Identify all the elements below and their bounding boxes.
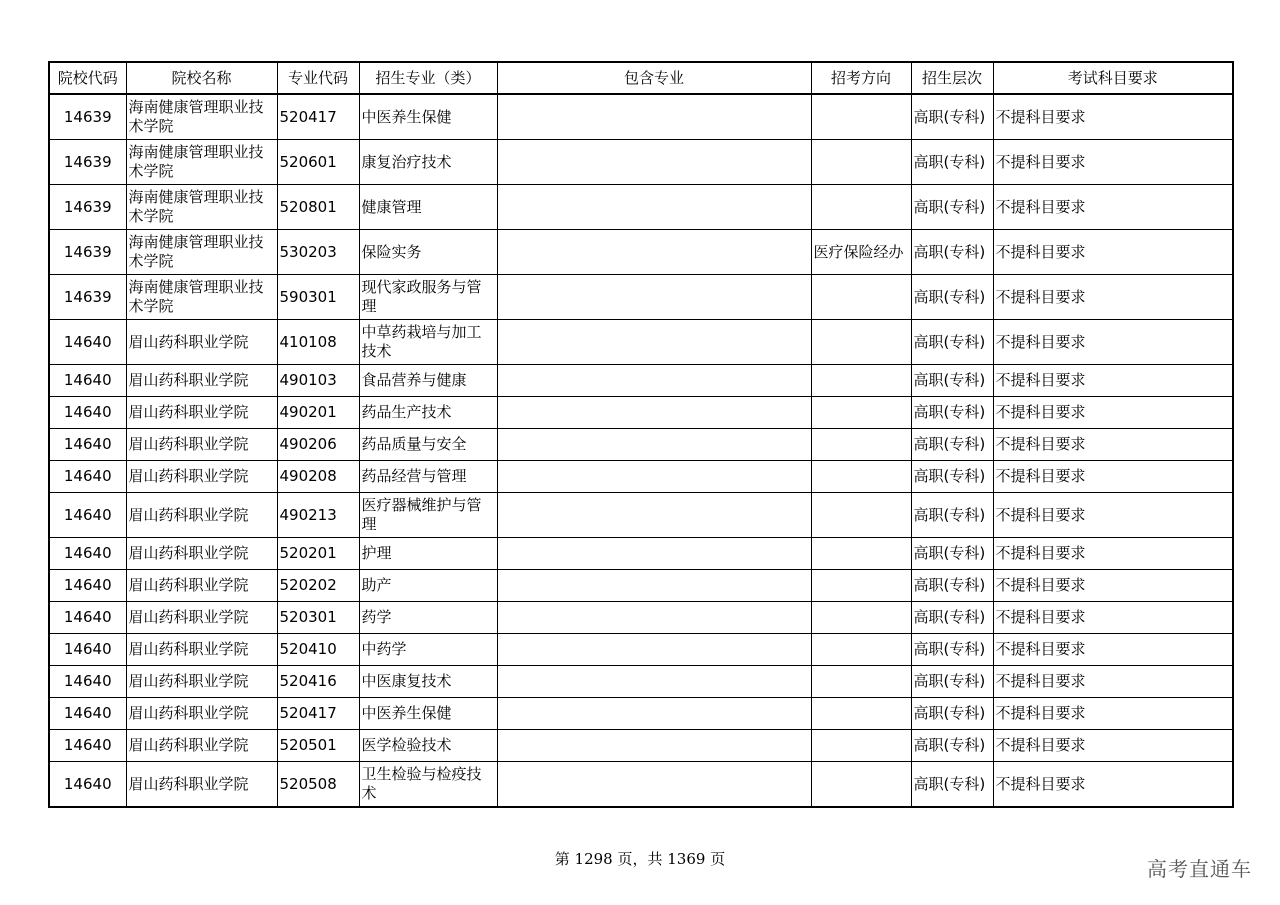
cell-direction [811, 666, 911, 698]
cell-school-name: 眉山药科职业学院 [126, 365, 277, 397]
cell-school-code: 14639 [49, 230, 126, 275]
cell-major: 康复治疗技术 [359, 140, 497, 185]
table-row [49, 698, 1233, 730]
cell-school-name: 眉山药科职业学院 [126, 429, 277, 461]
table-row [49, 730, 1233, 762]
cell-level: 高职(专科) [911, 140, 993, 185]
cell-direction [811, 461, 911, 493]
table-row [49, 538, 1233, 570]
cell-requirement: 不提科目要求 [993, 698, 1233, 730]
cell-direction [811, 570, 911, 602]
header-school-code: 院校代码 [49, 62, 126, 94]
header-direction: 招考方向 [811, 62, 911, 94]
cell-requirement: 不提科目要求 [993, 185, 1233, 230]
cell-school-name: 眉山药科职业学院 [126, 320, 277, 365]
cell-major-code: 530203 [277, 230, 359, 275]
cell-requirement: 不提科目要求 [993, 461, 1233, 493]
cell-requirement: 不提科目要求 [993, 275, 1233, 320]
cell-direction [811, 185, 911, 230]
header-row [49, 62, 1233, 94]
table-row [49, 634, 1233, 666]
cell-school-name: 眉山药科职业学院 [126, 602, 277, 634]
table-row [49, 397, 1233, 429]
cell-school-code: 14639 [49, 275, 126, 320]
header-requirement: 考试科目要求 [993, 62, 1233, 94]
cell-direction [811, 762, 911, 808]
cell-major: 卫生检验与检疫技术 [359, 762, 497, 808]
table-row [49, 185, 1233, 230]
cell-level: 高职(专科) [911, 275, 993, 320]
cell-school-code: 14640 [49, 320, 126, 365]
cell-included-majors [497, 538, 811, 570]
cell-major-code: 520416 [277, 666, 359, 698]
cell-major: 医疗器械维护与管理 [359, 493, 497, 538]
cell-requirement: 不提科目要求 [993, 493, 1233, 538]
cell-requirement: 不提科目要求 [993, 320, 1233, 365]
cell-major-code: 520801 [277, 185, 359, 230]
cell-level: 高职(专科) [911, 94, 993, 140]
cell-major-code: 410108 [277, 320, 359, 365]
cell-school-code: 14640 [49, 493, 126, 538]
cell-school-name: 眉山药科职业学院 [126, 666, 277, 698]
cell-school-code: 14640 [49, 602, 126, 634]
cell-major-code: 520417 [277, 94, 359, 140]
cell-direction [811, 397, 911, 429]
cell-school-name: 海南健康管理职业技术学院 [126, 94, 277, 140]
cell-requirement: 不提科目要求 [993, 634, 1233, 666]
cell-included-majors [497, 762, 811, 808]
admissions-table [48, 61, 1234, 808]
cell-school-name: 眉山药科职业学院 [126, 698, 277, 730]
cell-school-name: 眉山药科职业学院 [126, 730, 277, 762]
cell-school-name: 眉山药科职业学院 [126, 634, 277, 666]
table-row [49, 666, 1233, 698]
cell-school-code: 14639 [49, 94, 126, 140]
cell-requirement: 不提科目要求 [993, 429, 1233, 461]
cell-school-name: 眉山药科职业学院 [126, 570, 277, 602]
cell-included-majors [497, 461, 811, 493]
cell-level: 高职(专科) [911, 185, 993, 230]
cell-major-code: 520501 [277, 730, 359, 762]
cell-included-majors [497, 140, 811, 185]
cell-included-majors [497, 275, 811, 320]
cell-school-name: 眉山药科职业学院 [126, 461, 277, 493]
table-body [49, 94, 1233, 807]
cell-major-code: 520601 [277, 140, 359, 185]
cell-school-name: 眉山药科职业学院 [126, 493, 277, 538]
cell-major: 现代家政服务与管理 [359, 275, 497, 320]
cell-direction [811, 365, 911, 397]
cell-major-code: 490206 [277, 429, 359, 461]
cell-requirement: 不提科目要求 [993, 570, 1233, 602]
cell-level: 高职(专科) [911, 698, 993, 730]
cell-requirement: 不提科目要求 [993, 140, 1233, 185]
cell-direction [811, 275, 911, 320]
cell-requirement: 不提科目要求 [993, 230, 1233, 275]
table-header [49, 62, 1233, 94]
cell-requirement: 不提科目要求 [993, 666, 1233, 698]
table-row [49, 140, 1233, 185]
cell-school-code: 14640 [49, 698, 126, 730]
cell-school-name: 海南健康管理职业技术学院 [126, 275, 277, 320]
cell-included-majors [497, 493, 811, 538]
cell-major: 健康管理 [359, 185, 497, 230]
cell-level: 高职(专科) [911, 666, 993, 698]
cell-requirement: 不提科目要求 [993, 602, 1233, 634]
table-row [49, 94, 1233, 140]
cell-requirement: 不提科目要求 [993, 762, 1233, 808]
cell-requirement: 不提科目要求 [993, 365, 1233, 397]
cell-included-majors [497, 602, 811, 634]
cell-included-majors [497, 365, 811, 397]
cell-school-code: 14640 [49, 730, 126, 762]
cell-school-code: 14640 [49, 666, 126, 698]
cell-included-majors [497, 320, 811, 365]
cell-school-code: 14640 [49, 461, 126, 493]
cell-included-majors [497, 185, 811, 230]
cell-major-code: 520202 [277, 570, 359, 602]
cell-major-code: 520201 [277, 538, 359, 570]
cell-direction [811, 602, 911, 634]
table-row [49, 493, 1233, 538]
cell-level: 高职(专科) [911, 429, 993, 461]
cell-major: 中医养生保健 [359, 94, 497, 140]
cell-level: 高职(专科) [911, 730, 993, 762]
cell-major-code: 520410 [277, 634, 359, 666]
cell-level: 高职(专科) [911, 461, 993, 493]
table-row [49, 570, 1233, 602]
cell-level: 高职(专科) [911, 602, 993, 634]
cell-school-code: 14640 [49, 762, 126, 808]
cell-level: 高职(专科) [911, 493, 993, 538]
cell-level: 高职(专科) [911, 570, 993, 602]
header-level: 招生层次 [911, 62, 993, 94]
cell-school-code: 14640 [49, 570, 126, 602]
cell-major: 保险实务 [359, 230, 497, 275]
cell-major-code: 490103 [277, 365, 359, 397]
cell-major-code: 520417 [277, 698, 359, 730]
cell-major-code: 520508 [277, 762, 359, 808]
table-row [49, 365, 1233, 397]
cell-direction [811, 320, 911, 365]
header-school-name: 院校名称 [126, 62, 277, 94]
cell-requirement: 不提科目要求 [993, 94, 1233, 140]
cell-included-majors [497, 429, 811, 461]
cell-school-name: 眉山药科职业学院 [126, 397, 277, 429]
cell-direction [811, 538, 911, 570]
cell-major-code: 520301 [277, 602, 359, 634]
cell-school-code: 14640 [49, 634, 126, 666]
cell-direction [811, 634, 911, 666]
cell-direction [811, 493, 911, 538]
cell-level: 高职(专科) [911, 762, 993, 808]
cell-school-code: 14640 [49, 397, 126, 429]
cell-direction [811, 140, 911, 185]
cell-major-code: 490208 [277, 461, 359, 493]
cell-school-name: 海南健康管理职业技术学院 [126, 230, 277, 275]
cell-major: 护理 [359, 538, 497, 570]
cell-school-code: 14640 [49, 365, 126, 397]
cell-major-code: 590301 [277, 275, 359, 320]
cell-direction [811, 94, 911, 140]
table-row [49, 461, 1233, 493]
cell-school-name: 海南健康管理职业技术学院 [126, 185, 277, 230]
cell-included-majors [497, 634, 811, 666]
cell-school-code: 14640 [49, 538, 126, 570]
cell-major: 助产 [359, 570, 497, 602]
cell-included-majors [497, 570, 811, 602]
cell-included-majors [497, 94, 811, 140]
cell-school-name: 眉山药科职业学院 [126, 538, 277, 570]
header-major-code: 专业代码 [277, 62, 359, 94]
cell-major-code: 490201 [277, 397, 359, 429]
cell-direction [811, 429, 911, 461]
cell-requirement: 不提科目要求 [993, 538, 1233, 570]
table-row [49, 602, 1233, 634]
cell-school-code: 14639 [49, 185, 126, 230]
cell-major: 药品经营与管理 [359, 461, 497, 493]
cell-included-majors [497, 666, 811, 698]
cell-level: 高职(专科) [911, 397, 993, 429]
table-row [49, 275, 1233, 320]
cell-requirement: 不提科目要求 [993, 397, 1233, 429]
cell-direction [811, 698, 911, 730]
cell-major: 中药学 [359, 634, 497, 666]
cell-major-code: 490213 [277, 493, 359, 538]
cell-level: 高职(专科) [911, 365, 993, 397]
cell-major: 食品营养与健康 [359, 365, 497, 397]
cell-major: 药品生产技术 [359, 397, 497, 429]
cell-direction [811, 730, 911, 762]
cell-major: 中草药栽培与加工技术 [359, 320, 497, 365]
table-row [49, 762, 1233, 808]
page-number: 第 1298 页，共 1369 页 [554, 850, 726, 868]
header-major: 招生专业（类） [359, 62, 497, 94]
watermark-text: 高考直通车 [1147, 857, 1252, 881]
header-included-majors: 包含专业 [497, 62, 811, 94]
cell-level: 高职(专科) [911, 634, 993, 666]
table-row [49, 230, 1233, 275]
cell-school-code: 14639 [49, 140, 126, 185]
table-row [49, 429, 1233, 461]
cell-requirement: 不提科目要求 [993, 730, 1233, 762]
cell-level: 高职(专科) [911, 538, 993, 570]
cell-included-majors [497, 230, 811, 275]
cell-included-majors [497, 730, 811, 762]
cell-included-majors [497, 397, 811, 429]
cell-school-name: 海南健康管理职业技术学院 [126, 140, 277, 185]
cell-major: 中医康复技术 [359, 666, 497, 698]
cell-level: 高职(专科) [911, 320, 993, 365]
cell-major: 医学检验技术 [359, 730, 497, 762]
cell-major: 药品质量与安全 [359, 429, 497, 461]
cell-school-code: 14640 [49, 429, 126, 461]
table-row [49, 320, 1233, 365]
cell-major: 中医养生保健 [359, 698, 497, 730]
cell-major: 药学 [359, 602, 497, 634]
cell-included-majors [497, 698, 811, 730]
cell-school-name: 眉山药科职业学院 [126, 762, 277, 808]
cell-level: 高职(专科) [911, 230, 993, 275]
cell-direction: 医疗保险经办 [811, 230, 911, 275]
